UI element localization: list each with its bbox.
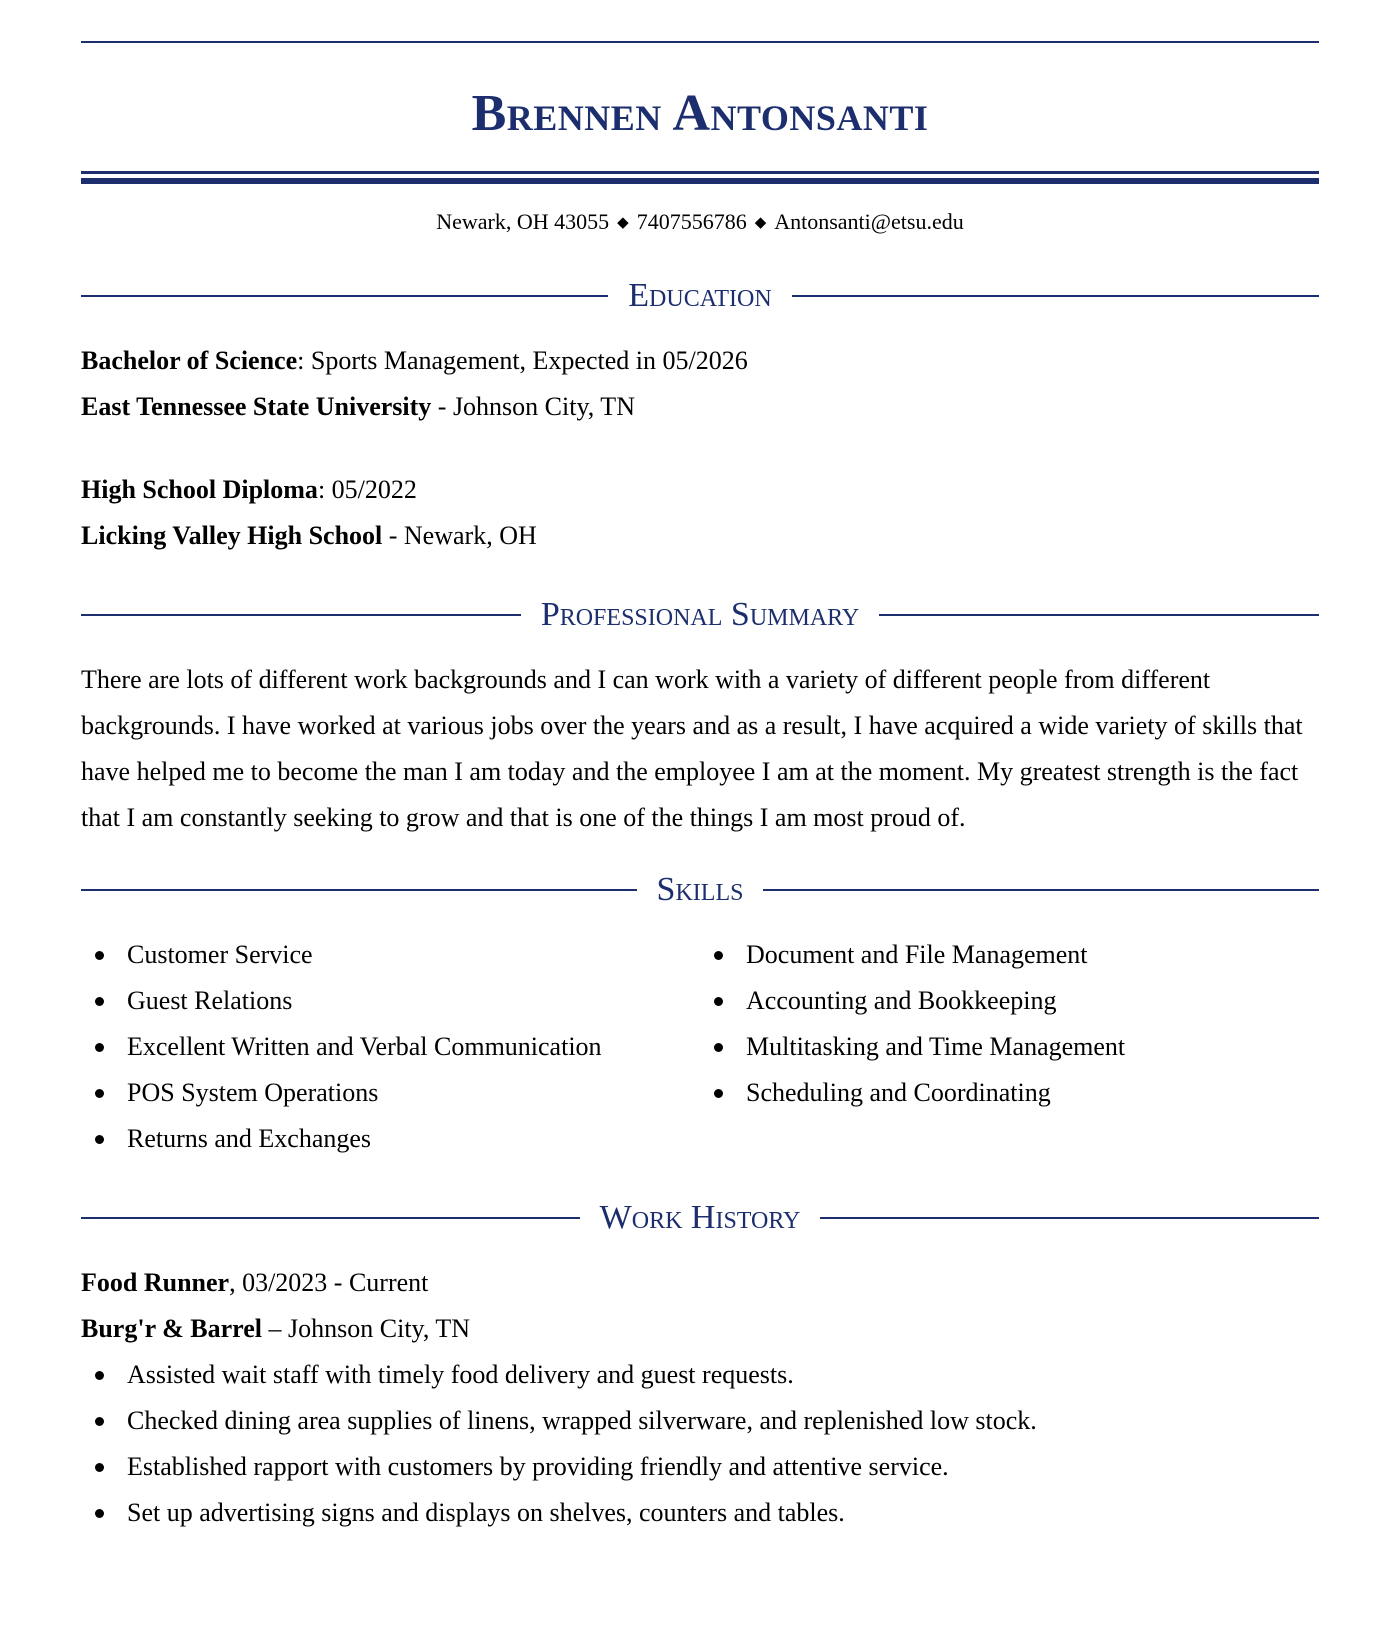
candidate-name: Brennen Antonsanti [471,85,929,142]
skills-list [81,932,1319,1162]
diamond-icon: ◆ [754,215,767,231]
skill-item: Accounting and Bookkeeping [700,978,1319,1024]
duty-item: Set up advertising signs and displays on shelves, counters and tables. [81,1490,1319,1536]
job-title-line [81,1260,1319,1306]
job-duties [81,1352,1319,1536]
diamond-icon: ◆ [617,215,629,231]
school-location: - Johnson City, TN [431,392,635,421]
skill-item: Scheduling and Coordinating [700,1070,1319,1116]
heading-rule-right [820,1217,1319,1219]
skill-item: Excellent Written and Verbal Communication [81,1024,700,1070]
skills-column-right [700,932,1319,1162]
duty-item: Checked dining area supplies of linens, wrapped silverware, and replenished low stock. [81,1398,1319,1444]
duty-item: Assisted wait staff with timely food delivery and guest requests. [81,1352,1319,1398]
skill-item: POS System Operations [81,1070,700,1116]
skill-item: Customer Service [81,932,700,978]
contact-email: Antonsanti@etsu.edu [774,209,964,234]
school-location: - Newark, OH [382,521,537,550]
education-heading [81,276,1319,316]
header-rule-thin [81,171,1319,174]
degree-line [81,338,1319,384]
skill-item: Guest Relations [81,978,700,1024]
contact-location: Newark, OH 43055 [436,209,610,234]
school-name: East Tennessee State University [81,392,432,421]
work-title: Work History [599,1199,801,1236]
summary-heading [81,595,1319,635]
degree-name: High School Diploma [81,475,318,504]
skills-heading [81,870,1319,910]
school-line [81,513,1319,559]
school-line [81,384,1319,430]
skill-item: Multitasking and Time Management [700,1024,1319,1070]
skills-column-left [81,932,700,1162]
heading-rule-right [763,889,1319,891]
school-name: Licking Valley High School [81,521,383,550]
header-rule-thick [81,178,1319,184]
degree-detail: : 05/2022 [317,475,417,504]
contact-line [81,207,1319,238]
job-dates: , 03/2023 - Current [229,1268,429,1297]
job-position: Food Runner [81,1268,230,1297]
heading-rule-left [81,889,637,891]
skill-item: Document and File Management [700,932,1319,978]
heading-rule-right [879,614,1319,616]
work-heading [81,1198,1319,1238]
job-entry [81,1260,1319,1536]
summary-title: Professional Summary [540,596,860,633]
employer-name: Burg'r & Barrel [81,1314,263,1343]
education-entry [81,467,1319,559]
degree-name: Bachelor of Science [81,346,298,375]
degree-line [81,467,1319,513]
degree-detail: : Sports Management, Expected in 05/2026 [297,346,748,375]
resume-page [81,0,1319,1536]
duty-item: Established rapport with customers by providing friendly and attentive service. [81,1444,1319,1490]
heading-rule-left [81,295,608,297]
employer-location: – Johnson City, TN [262,1314,471,1343]
heading-rule-left [81,614,521,616]
contact-phone: 7407556786 [636,209,747,234]
heading-rule-left [81,1217,580,1219]
education-title: Education [628,277,772,314]
skills-title: Skills [656,871,744,908]
summary-text: There are lots of different work backgrounds and I can work with a variety of different people from different backgrounds. I have worked at various jobs over the years and as a result, I have acquired a wide variety of skills that have helped me to become the man I am today and the employee I am at the moment. My greatest strength is the fact that I am constantly seeking to grow and that is one of the things I am most proud of. [81,665,1303,832]
education-entry [81,338,1319,430]
heading-rule-right [792,295,1319,297]
employer-line [81,1306,1319,1352]
skill-item: Returns and Exchanges [81,1116,700,1162]
header-top-rule [81,41,1319,43]
